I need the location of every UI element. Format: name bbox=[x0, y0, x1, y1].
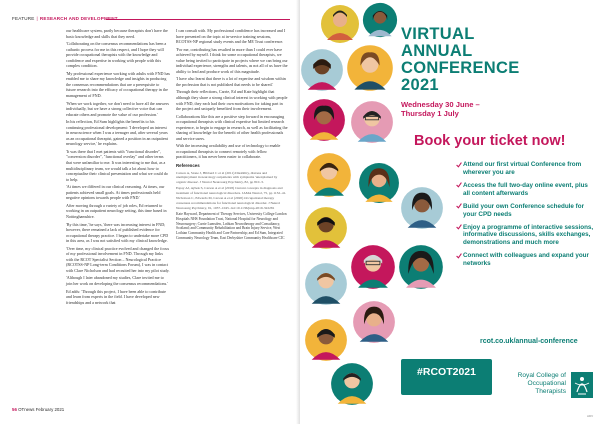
header-rule bbox=[106, 19, 290, 20]
benefit-item bbox=[456, 203, 596, 218]
paragraph: 'For me, contributing has resulted in more than I could ever have achieved by myself. I think for some occupational therapists, we value being invited to participate in projects where we can bring our individual experience, strengths and talents, as not all of us have the ability to lead and produce work of this magnitude. bbox=[176, 46, 288, 74]
paragraph: 'It was there that I met patients with "functional disorder", "conversion disorder", "functional overlay" and other terms that were unfamiliar to me. It was interesting to me that, as a multidisciplinary team, we would talk a lot about how to conceptualise their clinical presentation and what we could do to help. bbox=[66, 148, 168, 182]
avatar-illustration-16 bbox=[330, 362, 374, 406]
paragraph: 'At times we differed in our clinical reasoning. At times, our patients achieved small goals. At times professionals held negative opinions towards people with FND.' bbox=[66, 184, 165, 201]
conference-url[interactable]: rcot.co.uk/annual-conference bbox=[480, 338, 578, 345]
paragraph: I can consult with. My professional confidence has increased and I have presented on the topic at in-service training sessions, RCOTSS-NP regional study events and the ME Trust conference. bbox=[176, 28, 286, 45]
benefit-text: Access the full two-day online event, plus all content afterwards bbox=[463, 181, 588, 197]
conference-title bbox=[401, 26, 520, 94]
paragraph: 'Over time, my clinical practice evolved and changed the focus of my professional involvement in FND. Through my links with the RCOT Specialist Section – Neurological Practice (RCOTSS-NP Long-term Conditions Forum), I was in contact with Clare Nicholson and had recruited her into my pilot study. bbox=[66, 245, 170, 273]
avatar-illustration-9 bbox=[400, 186, 444, 230]
benefit-text: Attend our first virtual Conference from wherever you are bbox=[463, 161, 582, 176]
reference-item: Carson A, Stone J, Hibberd C et al (2011) Disability, distress and unemployment in neurology outpatients with symptoms 'unexplained by organic disease'. J Neurol Neurosurg Psychiatry, 82, pp 810–3. bbox=[176, 170, 278, 184]
checkmark-icon bbox=[456, 253, 462, 259]
avatar-illustration-15 bbox=[352, 300, 396, 344]
checkmark-icon bbox=[456, 224, 462, 230]
reference-item: Nicholson C, Edwards M, Carson A et al (2020) Occupational therapy consensus recommendations for functional neurological disorder. J Neurol Neurosurg Psychiatry, 91, 1037–1045. doi:10.1136/jnnp-2019-322281 bbox=[176, 196, 281, 210]
org-line: Therapists bbox=[535, 388, 566, 395]
avatar-illustration-8 bbox=[358, 162, 400, 204]
org-line: Occupational bbox=[527, 380, 566, 387]
avatar-illustration-4 bbox=[346, 44, 394, 92]
magazine-issue: OTnews February 2021 bbox=[18, 407, 65, 412]
avatar-illustration-10 bbox=[304, 206, 348, 250]
paragraph: Through their reflections, Carrie, Ed and Kate highlight that although they share a strong clinical interest in working with people with FND, they each had their own motivations for taking part in the project and uniquely benefited from their involvement. bbox=[176, 89, 288, 112]
hashtag-text: #RCOT2021 bbox=[417, 366, 476, 378]
organisation-name bbox=[498, 372, 566, 396]
references-heading: References bbox=[176, 163, 200, 169]
avatar-illustration-1 bbox=[320, 4, 360, 44]
advert-code: ADV bbox=[587, 414, 594, 418]
section-label: RESEARCH AND DEVELOPMENT bbox=[39, 16, 118, 21]
avatar-illustration-11 bbox=[350, 244, 396, 290]
page-number: 56 bbox=[12, 407, 17, 412]
title-line: CONFERENCE bbox=[401, 59, 520, 77]
org-line: Royal College of bbox=[517, 372, 566, 379]
conference-dates bbox=[401, 100, 480, 118]
author-bio: Kate Hayward, Department of Therapy Services, University College London Hospitals NHS Foundation Trust, National Hospital for Neurology and Neurosurgery; Carrie Lumsden, Lothian Neurotherapy and Consultancy, Scotland; and Community Rehabilitation and Brain Injury Service, West Lothian Community Health and Care Partnership; and Ed Sum, Integrated Community Neurology Team, East Derbyshire Community Healthcare CIC bbox=[176, 211, 287, 241]
avatar-illustration-14 bbox=[304, 318, 348, 362]
paragraph: 'By this time,' he says, 'there was increasing interest in FND; however, there remained a lack of published evidence for occupational therapy practice. I began to undertake more CPD in this area, as I was not satisfied with my clinical knowledge. bbox=[66, 221, 169, 244]
title-line: 2021 bbox=[401, 76, 439, 94]
paragraph: 'Although I later abandoned my studies, Clare invited me to join her work on developing the consensus recommendations.' bbox=[66, 275, 168, 286]
date-line: Thursday 1 July bbox=[401, 109, 459, 119]
feature-label: FEATURE bbox=[12, 16, 35, 21]
benefit-item bbox=[456, 252, 596, 267]
paragraph: With the increasing availability and use of technology to enable occupational therapists to connect remotely with fellow practitioners, it has never been easier to collaborate. bbox=[176, 143, 281, 160]
benefit-text: Enjoy a programme of interactive sessions, informative discussions, skills exchanges, demonstrations and much more bbox=[463, 223, 594, 247]
title-line: ANNUAL bbox=[401, 42, 473, 60]
page-folio bbox=[12, 407, 64, 412]
benefit-text: Connect with colleagues and expand your networks bbox=[463, 252, 589, 268]
benefit-item bbox=[456, 224, 596, 247]
benefit-list bbox=[456, 161, 596, 273]
paragraph: After moving through a variety of job roles, Ed returned to working in an outpatient neurology setting, this time based in Nottinghamshire. bbox=[66, 202, 167, 219]
avatar-illustration-12 bbox=[398, 244, 444, 290]
avatar-illustration-6 bbox=[350, 100, 394, 144]
book-ticket-cta: Book your ticket now! bbox=[414, 133, 566, 149]
paragraph: 'Collaborating on the consensus recommendations has been a cathartic process for me in this respect, and I hope they will provide occupational therapists with the knowledge and confidence and expertise in working with people with this complex condition. bbox=[66, 41, 167, 69]
paragraph: our healthcare system, partly because therapists don't have the basic knowledge and skills that they need. bbox=[66, 28, 168, 39]
title-line: VIRTUAL bbox=[401, 25, 475, 43]
paragraph: Ed adds: 'Through this project, I have been able to contribute and learn from experts in the field. I have developed new friendships and a network that bbox=[66, 288, 166, 305]
avatar-illustration-3 bbox=[300, 48, 344, 92]
paragraph: 'My professional experience working with adults with FND has enabled me to share my knowledge and insights in producing the consensus recommendations that are a prerequisite to future research into the efficacy of occupational therapy in the management of FND. bbox=[66, 70, 170, 99]
article-column-1 bbox=[66, 28, 170, 307]
benefit-item bbox=[456, 182, 596, 197]
avatar-illustration-2 bbox=[362, 2, 398, 38]
paragraph: In his reflection, Ed Sum highlights the benefits to his continuing professional development: 'I developed an interest in neuroscience when I was a teenager and, after several years as an occupational therapist, gained a position in an outpatient neurology service,' he explains. bbox=[66, 119, 168, 147]
benefit-item bbox=[456, 161, 596, 176]
advert-page bbox=[300, 0, 600, 424]
avatar-illustration-7 bbox=[306, 152, 352, 198]
rcot-crest-logo bbox=[571, 372, 593, 398]
benefit-text: Build your own Conference schedule for your CPD needs bbox=[463, 202, 585, 218]
paragraph: 'I have also learnt that there is a lot of expertise and wisdom within the profession that is not published that needs to be shared.' bbox=[176, 76, 286, 87]
checkmark-icon bbox=[456, 162, 462, 168]
reference-item: Espay AJ, Aybek S, Carson A et al (2018) Current concepts in diagnosis and treatment of functional neurological disorders. JAMA Neurol, 75, pp 1132–41. bbox=[176, 185, 287, 195]
section-header: FEATURE | RESEARCH AND DEVELOPMENT bbox=[12, 16, 118, 21]
paragraph: 'When we work together, we don't need to have all the answers individually, but we have a strong collective voice that can educate others and promote the value of our profession.' bbox=[66, 100, 169, 117]
avatar-illustration-5 bbox=[302, 98, 346, 142]
date-line: Wednesday 30 June – bbox=[401, 100, 480, 109]
checkmark-icon bbox=[456, 203, 462, 209]
paragraph: Collaborations like this are a positive step forward in encouraging occupational therapists with clinical expertise but limited research experience, to begin to engage in research, as well as facilitating the sharing of knowledge for the benefit of other health professionals and service users. bbox=[176, 113, 288, 141]
article-column-2 bbox=[176, 28, 288, 243]
checkmark-icon bbox=[456, 182, 462, 188]
avatar-illustration-13 bbox=[304, 262, 348, 306]
